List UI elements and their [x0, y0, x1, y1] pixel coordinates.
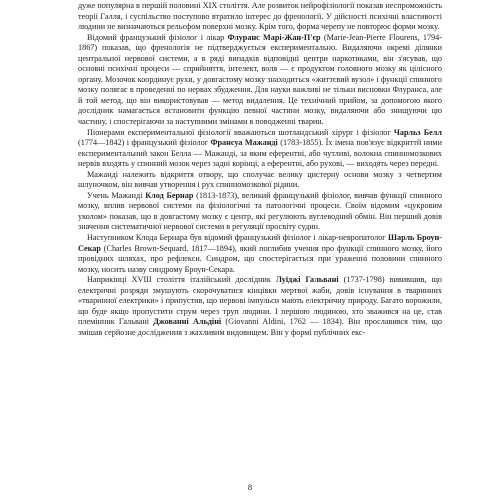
text-run: (Charles Brown-Sequard, 1817—1894), який поглибив учення про функції спинного мозку, його провідних шляхах, про рефлекси. Синдром, що спостерігається при ураженні половини спинного мозку, носить назву синдрому Броун-Секара.	[78, 243, 442, 274]
text-run: (Giovanni Aldini, 1762 — 1834). Він прославився тим, що змішав серйозне дослідження з жахливим видовищем. Він у формі публічних екс-	[78, 317, 442, 337]
bold-name: Луїджі Гальвані	[275, 275, 339, 285]
text-run: Наприкінці XVIII століття італійський дослідник	[87, 275, 276, 285]
page-number: 8	[247, 482, 253, 492]
bold-name: Чарльз Белл	[393, 127, 442, 137]
text-run: Піонерами експериментальної фізіології вважаються шотландський хірург і фізіолог	[87, 127, 394, 137]
text-run: (Marie-Jean-Pierre Flourens, 1794-1867) показав, що френологія не підтверджується експериментально. Видаляючи окремі ділянки центральної нервової системи, а в ряді випадків відповідні центри наркотиками, він з'ясував, що основні психічні процеси — сприйняття, інтелект, воля — є продуктом головного мозку як цілісного органу. Мозочок координує рухи, у довгастому мозку знаходиться «життєвий вузол» і функції спинного мозку полягає в проведенні по нервах збудження. Для науки важливі не тільки висновки Флуранса, але й той метод, що він використовував — метод видалення. Це технічний прийом, за допомогою якого дослідник намагається встановити функцію певної частини мозку, видаляючи або знищуючи цю частину, і спостерігаючи за наступними змінами в поводженні тварин.	[78, 32, 442, 127]
bold-name: Шарль Броун-Секар	[78, 233, 442, 253]
text-run: Мажанді належить відкриття отвору, що сполучає велику цистерну основи мозку з четвертим шлуночком, він вивчав утворення і рух спинномозкової рідини.	[78, 169, 442, 190]
text-run: Наступником Клода Бернара був відомий французький фізіолог і лікар-невропатолог	[87, 233, 389, 243]
text-run: (1737-1798) вивившив, що електричні розряди змушують скорочуватися кінцівки мертвої жаби, довів існування в тваринних «тваринної електрики» і припустив, що нервові імпульси мають електричну природу. Багато ворожили, що буде якщо пропустити струм через труп людини. І першою людиною, хто зважився на це, став племінник Гальвані	[78, 275, 443, 327]
page-body	[78, 1, 442, 339]
text-run: (1783-1855). Їх імена пов'язує відкриттй ними експериментальний закон Белла — Мажанді, за яким еферентні, або чутливі, волокна спинномозкових нервів входять у спинний мозок через задні корінці, а еферентні, або рухові, — виходять через передні.	[78, 138, 442, 169]
bold-name: Франсуа Мажанді	[210, 138, 278, 148]
text-run: дуже популярна в першій половині XIX століття. Але розвиток нейрофізіології показав неспроможність теорії Галля, і суспільство поступово втратило інтерес до френології. У дійсності психічні властивості людини не визначаються рельєфом поверхні мозку. Крім того, форма черепу не повторює форми мозку.	[78, 1, 442, 32]
paragraph	[78, 233, 442, 275]
paragraph	[78, 275, 442, 338]
paragraph	[78, 33, 442, 128]
paragraph	[78, 191, 442, 233]
text-run: Відомий французький фізіолог і лікар	[87, 32, 228, 42]
text-run: Учень Мажанді	[87, 190, 146, 200]
paragraph	[78, 170, 442, 191]
paragraph	[78, 128, 442, 170]
paragraph	[78, 1, 442, 33]
bold-name: Флуранс Марі-Жан-П'єр	[227, 32, 321, 42]
text-run: (1813-1873), великий французький фізіолог, вивчав функції спинного мозку, вплив нервової системи на фізіологічні та патологічні процеси. Своїм відомим «цукровим уколом» показав, що в довгастому мозку є центр, які регулюють вуглеводний обмін. Він перший довів значення систематичної нервової системи в регуляції просвіту судин.	[78, 190, 442, 232]
bold-name: Клод Бернар	[145, 190, 194, 200]
bold-name: Джованні Альдіні	[153, 317, 222, 327]
text-run: (1774—1842) і французький фізіолог	[78, 138, 211, 148]
